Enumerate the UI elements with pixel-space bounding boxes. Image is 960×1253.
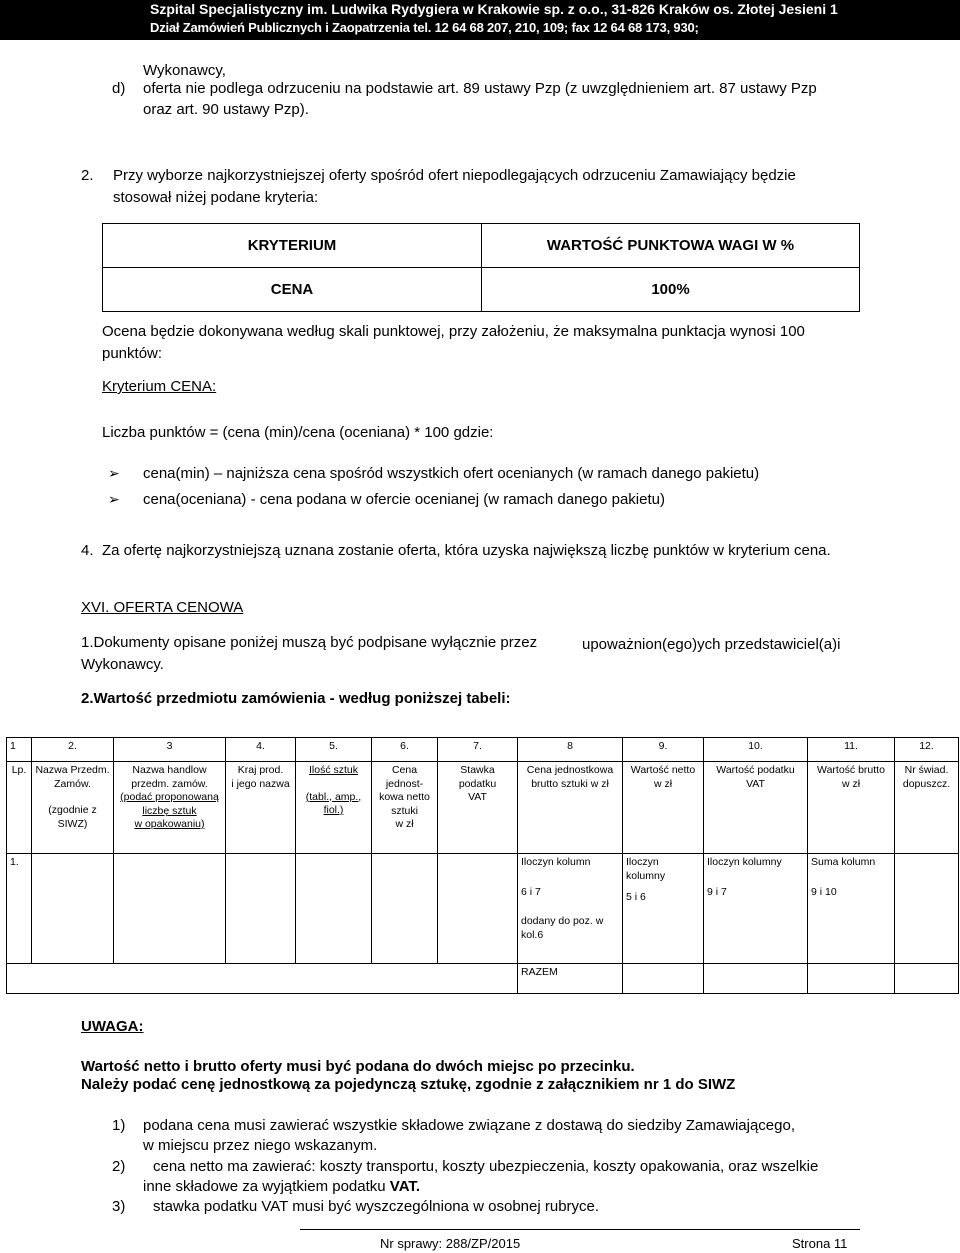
- bullet-2: cena(oceniana) - cena podana w ofercie ocenianej (w ramach danego pakietu): [143, 491, 665, 508]
- colnum: 12.: [895, 738, 959, 762]
- criteria-table: [102, 223, 860, 312]
- total-row: [7, 964, 959, 994]
- header-stawka-vat: [438, 762, 518, 854]
- footer-divider: [300, 1229, 860, 1230]
- uwaga-item-3-marker: 3): [112, 1198, 126, 1215]
- formula: Liczba punktów = (cena (min)/cena (oceniana) * 100 gdzie:: [102, 424, 494, 441]
- header-line: Cena jednostkowa: [526, 764, 614, 776]
- uwaga-item-1-line-2: w miejscu przez niego wskazanym.: [143, 1137, 378, 1154]
- header-line: Nazwa Przedm.: [35, 764, 110, 776]
- header-ilosc-sztuk: [296, 762, 372, 854]
- header-line: fiol.): [323, 804, 344, 816]
- header-line: w zł: [653, 777, 673, 790]
- header-cena-brutto: [518, 762, 623, 854]
- header-line: brutto sztuki w zł: [531, 777, 609, 790]
- header-line: Wartość netto: [630, 764, 696, 776]
- cell-line: Iloczyn kolumn: [521, 856, 591, 868]
- colnum: 11.: [808, 738, 895, 762]
- cell-line: dodany do poz. w: [521, 915, 604, 927]
- xvi-p2: 2.Wartość przedmiotu zamówienia - według poniższej tabeli:: [81, 690, 511, 707]
- cell-line: Iloczyn kolumny: [707, 856, 782, 868]
- uwaga-item-3-line-1: stawka podatku VAT musi być wyszczególniona w osobnej rubryce.: [153, 1198, 600, 1215]
- uwaga-title: UWAGA:: [81, 1018, 144, 1035]
- cell-col11: [808, 854, 895, 964]
- xvi-p1-line-1: 1.Dokumenty opisane poniżej muszą być podpisane wyłącznie przez: [81, 634, 538, 651]
- colnum: 2.: [32, 738, 114, 762]
- header-line: VAT: [746, 777, 765, 790]
- header-lp: [7, 762, 32, 854]
- item-marker-d: d): [112, 80, 126, 97]
- column-number-row: [7, 738, 959, 762]
- cell-line: Iloczyn: [626, 856, 659, 868]
- cell-line: kolumny: [626, 869, 666, 882]
- colnum: 3: [114, 738, 226, 762]
- section-d-line-1: oferta nie podlega odrzuceniu na podstawie art. 89 ustawy Pzp (z uwzględnieniem art. 87 ustawy Pzp: [143, 80, 817, 97]
- section-xvi-title: XVI. OFERTA CENOWA: [81, 599, 244, 616]
- header-line: (podać proponowaną: [120, 791, 219, 803]
- header-line: kowa netto: [379, 791, 430, 803]
- evaluation-line-2: punktów:: [102, 345, 163, 362]
- header-line: Zamów.: [54, 777, 91, 790]
- criteria-cell-cena: CENA: [103, 268, 482, 312]
- evaluation-line-1: Ocena będzie dokonywana według skali punktowej, przy założeniu, że maksymalna punktacja wynosi 100: [102, 323, 805, 340]
- section-2-line-1: Przy wyborze najkorzystniejszej oferty spośród ofert niepodlegających odrzuceniu Zamawiający będzie: [113, 167, 796, 184]
- colnum: 8: [518, 738, 623, 762]
- header-line: Kraj prod.: [237, 764, 284, 776]
- page-header: [0, 0, 960, 40]
- header-line: SIWZ): [57, 817, 88, 830]
- header-nazwa-przedm: [32, 762, 114, 854]
- header-kraj-prod: [226, 762, 296, 854]
- colnum: 9.: [623, 738, 704, 762]
- header-line: Nazwa handlow: [132, 764, 207, 776]
- header-line: VAT: [468, 791, 487, 803]
- cell-line: Suma kolumn: [811, 856, 876, 868]
- xvi-p1-line-2: Wykonawcy.: [81, 656, 164, 673]
- header-line: Nr świad.: [904, 764, 949, 776]
- colnum: 5.: [296, 738, 372, 762]
- cell-lp: 1.: [7, 854, 32, 964]
- header-line: sztuki: [391, 804, 418, 817]
- header-line: Ilość sztuk: [308, 764, 358, 776]
- cell-line: 5 i 6: [626, 891, 646, 903]
- cell-col9: [623, 854, 704, 964]
- header-line: jednost-: [385, 777, 424, 790]
- header-line: (tabl., amp.,: [305, 790, 362, 803]
- header-wartosc-vat: [704, 762, 808, 854]
- bullet-1: cena(min) – najniższa cena spośród wszystkich ofert ocenianych (w ramach danego pakietu): [143, 465, 760, 482]
- cell-line: 9 i 10: [811, 885, 837, 898]
- uwaga-line-2: Należy podać cenę jednostkową za pojedynczą sztukę, zgodnie z załącznikiem nr 1 do SIWZ: [81, 1076, 736, 1093]
- total-label: RAZEM: [518, 964, 623, 994]
- header-line: liczbę sztuk: [142, 804, 197, 817]
- header-line: Wartość podatku: [716, 764, 795, 776]
- uwaga-line-1: Wartość netto i brutto oferty musi być podana do dwóch miejsc po przecinku.: [81, 1058, 635, 1075]
- footer-page-number: Strona 11: [792, 1236, 848, 1251]
- header-nr-swiad: [895, 762, 959, 854]
- colnum: 7.: [438, 738, 518, 762]
- cell-col10: [704, 854, 808, 964]
- colnum: 6.: [372, 738, 438, 762]
- section-d-line-2: oraz art. 90 ustawy Pzp).: [143, 101, 309, 118]
- table-row: [7, 854, 959, 964]
- header-cena-netto: [372, 762, 438, 854]
- cell-line: 6 i 7: [521, 885, 541, 898]
- criterion-title: Kryterium CENA:: [102, 378, 217, 395]
- header-nazwa-handlowa: [114, 762, 226, 854]
- header-line: dopuszcz.: [902, 777, 951, 790]
- colnum: 10.: [704, 738, 808, 762]
- header-line: Stawka: [460, 764, 495, 776]
- header-row: [7, 762, 959, 854]
- header-wartosc-brutto: [808, 762, 895, 854]
- text-wykonawcy: Wykonawcy,: [143, 62, 226, 79]
- colnum: 1: [7, 738, 32, 762]
- uwaga-item-2-marker: 2): [112, 1158, 126, 1175]
- header-line: (zgodnie z: [48, 804, 97, 816]
- header-wartosc-netto: [623, 762, 704, 854]
- section-4-text: Za ofertę najkorzystniejszą uznana zostanie oferta, która uzyska największą liczbę punktów w kryterium cena.: [102, 542, 831, 559]
- header-line: w zł: [841, 777, 861, 790]
- footer-case-number: Nr sprawy: 288/ZP/2015: [380, 1236, 521, 1251]
- uwaga-item-1-marker: 1): [112, 1117, 126, 1134]
- header-line: i jego nazwa: [231, 777, 290, 790]
- cell-col8: [518, 854, 623, 964]
- item-marker-2: 2.: [81, 167, 94, 184]
- section-2-line-2: stosował niżej podane kryteria:: [113, 189, 319, 206]
- header-line-2: Dział Zamówień Publicznych i Zaopatrzenia tel. 12 64 68 207, 210, 109; fax 12 64 68 173, 930;: [150, 20, 699, 35]
- uwaga-item-2-line-1: cena netto ma zawierać: koszty transportu, koszty ubezpieczenia, koszty opakowania, oraz wszelkie: [153, 1158, 819, 1175]
- price-table: [6, 737, 959, 994]
- header-line: przedm. zamów.: [131, 777, 208, 790]
- header-line: w zł: [395, 818, 414, 830]
- xvi-p1-line-1b: upoważnion(ego)ych przedstawiciel(a)i: [582, 636, 841, 653]
- header-line: Wartość brutto: [817, 764, 885, 776]
- vat-emphasis: VAT.: [389, 1178, 421, 1195]
- uwaga-item-2-line-2: [143, 1178, 420, 1196]
- colnum: 4.: [226, 738, 296, 762]
- criteria-header-weight: WARTOŚĆ PUNKTOWA WAGI W %: [482, 224, 860, 268]
- header-line: Lp.: [11, 764, 27, 776]
- header-line: Cena: [391, 764, 418, 776]
- item-marker-4: 4.: [81, 542, 94, 559]
- header-line: podatku: [458, 777, 497, 790]
- arrow-bullet-icon: ➢: [108, 465, 120, 481]
- criteria-header-kryterium: KRYTERIUM: [103, 224, 482, 268]
- cell-line: 9 i 7: [707, 885, 727, 898]
- criteria-cell-weight: 100%: [482, 268, 860, 312]
- header-line: w opakowaniu): [134, 818, 205, 830]
- header-line-1: Szpital Specjalistyczny im. Ludwika Rydygiera w Krakowie sp. z o.o., 31-826 Kraków os. Złotej Jesieni 1: [150, 1, 838, 17]
- arrow-bullet-icon: ➢: [108, 491, 120, 507]
- uwaga-item-1-line-1: podana cena musi zawierać wszystkie składowe związane z dostawą do siedziby Zamawiającego,: [143, 1117, 795, 1134]
- uwaga-item-2-text: inne składowe za wyjątkiem podatku: [143, 1178, 390, 1195]
- cell-line: kol.6: [521, 928, 544, 941]
